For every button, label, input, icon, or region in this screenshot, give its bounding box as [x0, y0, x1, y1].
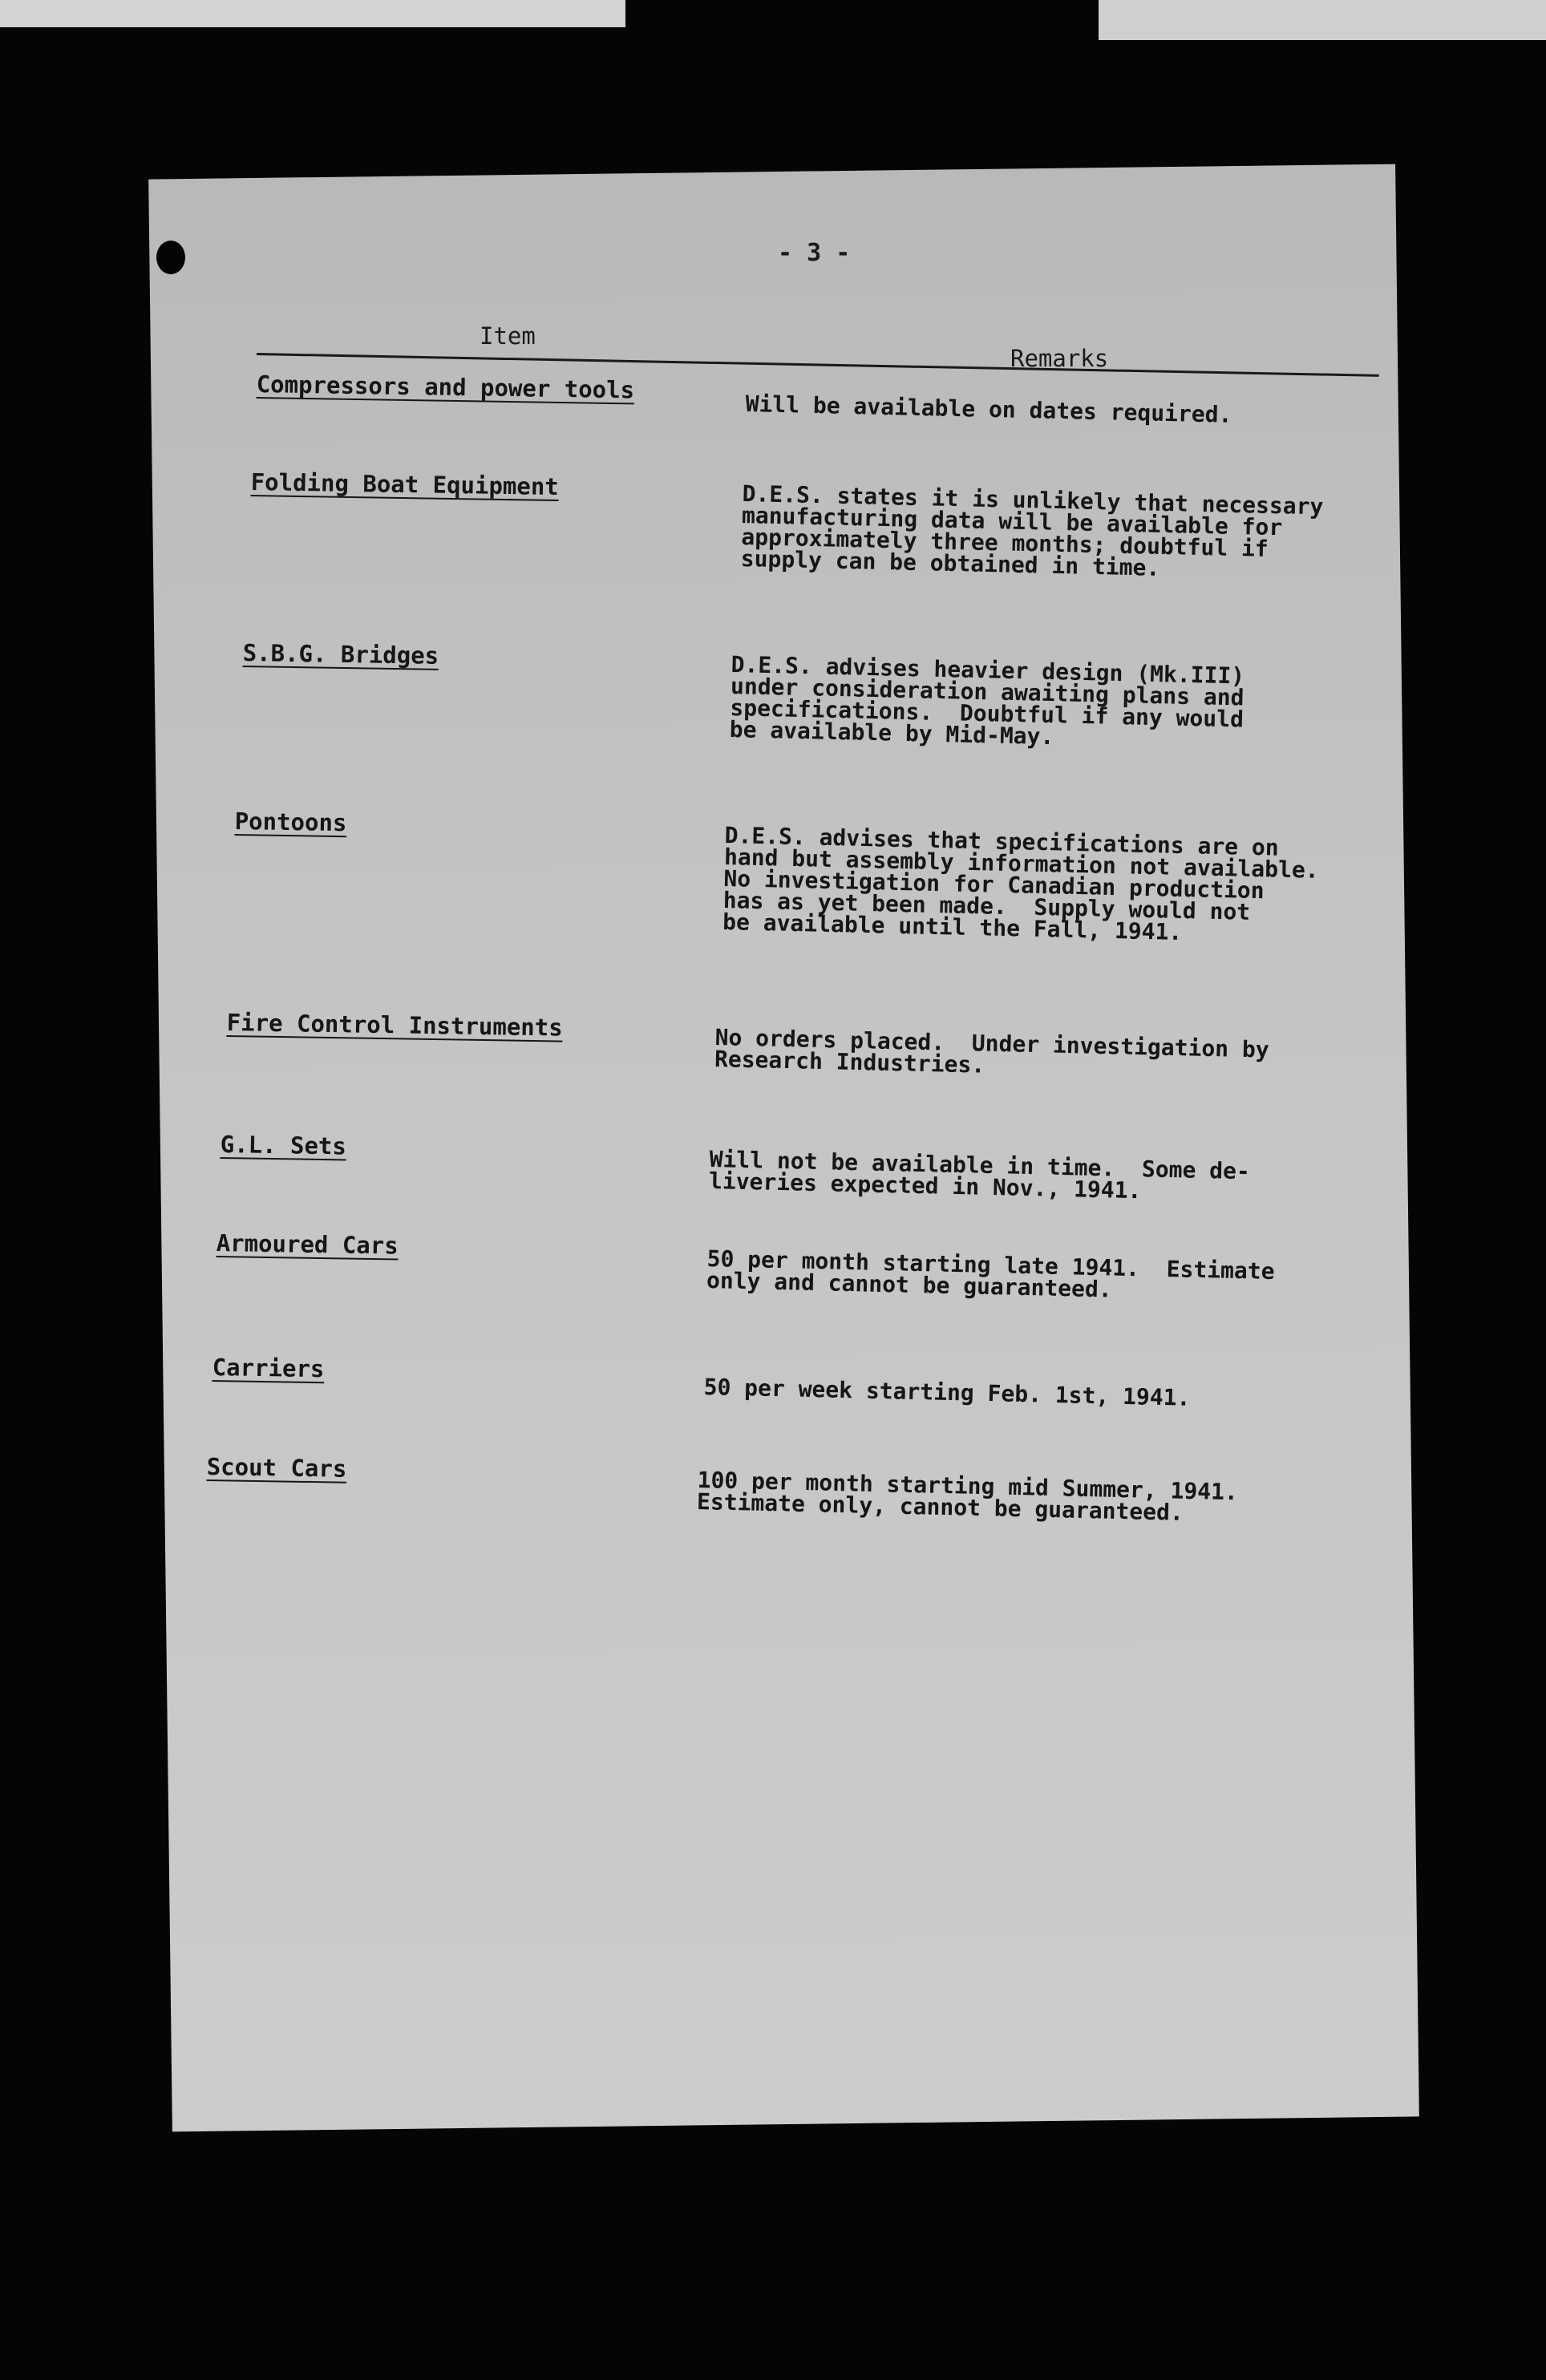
item-label: Armoured Cars — [216, 1229, 399, 1260]
item-label: Compressors and power tools — [256, 370, 635, 404]
remark-text: 50 per week starting Feb. 1st, 1941. — [703, 1374, 1191, 1411]
adjacent-page-scrap-left — [0, 0, 625, 27]
item-label: G.L. Sets — [220, 1131, 347, 1160]
adjacent-page-scrap-right — [1099, 0, 1546, 40]
remark-text: Will be available on dates required. — [745, 391, 1232, 428]
remark-text: Will not be available in time. Some de- liveries expected in Nov., 1941. — [708, 1146, 1251, 1204]
item-label: Carriers — [212, 1354, 325, 1383]
remark-text: No orders placed. Under investigation by Research Industries. — [714, 1024, 1270, 1079]
item-label: Fire Control Instruments — [226, 1009, 563, 1042]
remark-text: D.E.S. advises heavier design (Mk.III) under consideration awaiting plans and specifications. Doubtful if any would be available by Mid-May. — [729, 651, 1245, 751]
item-label: S.B.G. Bridges — [242, 639, 439, 670]
remark-text: 100 per month starting mid Summer, 1941. Estimate only, cannot be guaranteed. — [696, 1467, 1239, 1526]
item-label: Pontoons — [234, 808, 347, 837]
punch-hole — [156, 241, 185, 274]
page-number: - 3 - — [778, 239, 851, 267]
item-label: Scout Cars — [206, 1453, 347, 1483]
column-header-remarks: Remarks — [1010, 345, 1109, 372]
remark-text: 50 per month starting late 1941. Estimate only and cannot be guaranteed. — [706, 1245, 1275, 1303]
remark-text: D.E.S. states it is unlikely that necessary manufacturing data will be available for approximately three months; doubtful if supply can be obtained in time. — [740, 480, 1324, 581]
item-label: Folding Boat Equipment — [250, 468, 560, 501]
remark-text: D.E.S. advises that specifications are on hand but assembly information not available. No investigation for Canadian production has as yet been made. Supply would not be available until the Fall, 1941. — [722, 822, 1319, 945]
column-header-item: Item — [480, 322, 536, 350]
